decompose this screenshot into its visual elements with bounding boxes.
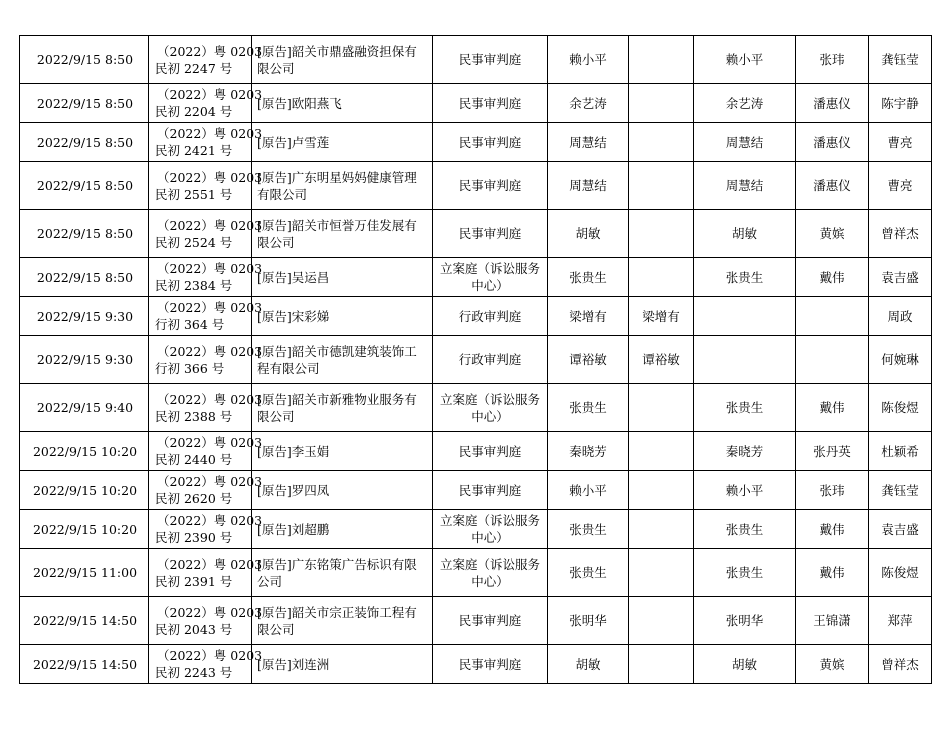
party-name: [原告]李玉娟: [252, 432, 433, 471]
clerk-name: 龚钰莹: [869, 36, 932, 84]
table-row: [20, 471, 932, 510]
table-row: [20, 84, 932, 123]
case-number-line2: 行初 364 号: [155, 317, 225, 332]
presiding-judge: 张贵生: [548, 384, 629, 432]
tribunal-name: 民事审判庭: [433, 597, 548, 645]
panel-member-c: 黄嫔: [796, 210, 869, 258]
panel-member-a: [629, 645, 694, 684]
table-row: [20, 432, 932, 471]
case-number-line1: （2022）粤 0203: [157, 435, 263, 450]
case-number-line1: （2022）粤 0203: [157, 126, 263, 141]
panel-member-b: 赖小平: [694, 471, 796, 510]
party-name: [原告]韶关市新雅物业服务有限公司: [252, 384, 433, 432]
case-number-line2: 民初 2384 号: [155, 278, 233, 293]
hearing-datetime: 2022/9/15 14:50: [20, 645, 149, 684]
table-row: [20, 510, 932, 549]
panel-member-c: [796, 336, 869, 384]
hearing-datetime: 2022/9/15 8:50: [20, 210, 149, 258]
party-name: [原告]宋彩娣: [252, 297, 433, 336]
presiding-judge: 张贵生: [548, 258, 629, 297]
case-number: [149, 597, 263, 645]
panel-member-b: 周慧结: [694, 123, 796, 162]
presiding-judge: 胡敏: [548, 645, 629, 684]
presiding-judge: 周慧结: [548, 123, 629, 162]
panel-member-b: 余艺涛: [694, 84, 796, 123]
hearing-datetime: 2022/9/15 9:30: [20, 297, 149, 336]
clerk-name: 袁吉盛: [869, 510, 932, 549]
panel-member-b: 秦晓芳: [694, 432, 796, 471]
case-number: [149, 471, 263, 510]
panel-member-b: 赖小平: [694, 36, 796, 84]
case-number-line2: 民初 2204 号: [155, 104, 233, 119]
case-number: [149, 258, 263, 297]
panel-member-c: 戴伟: [796, 384, 869, 432]
panel-member-a: [629, 597, 694, 645]
table-row: [20, 549, 932, 597]
tribunal-name: 立案庭（诉讼服务中心）: [433, 384, 548, 432]
tribunal-name: 立案庭（诉讼服务中心）: [433, 549, 548, 597]
table-row: [20, 597, 932, 645]
case-number-line2: 民初 2524 号: [155, 234, 233, 250]
case-number-line2: 民初 2620 号: [155, 491, 233, 506]
case-number-line1: （2022）粤 0203: [157, 391, 263, 407]
panel-member-c: 潘惠仪: [796, 162, 869, 210]
tribunal-name: 民事审判庭: [433, 645, 548, 684]
hearing-datetime: 2022/9/15 9:30: [20, 336, 149, 384]
case-number: [149, 549, 263, 597]
panel-member-c: 潘惠仪: [796, 84, 869, 123]
table-row: [20, 336, 932, 384]
case-number-line1: （2022）粤 0203: [157, 474, 263, 489]
panel-member-b: [694, 297, 796, 336]
case-number: [149, 297, 263, 336]
panel-member-c: 戴伟: [796, 258, 869, 297]
party-name: [原告]韶关市德凯建筑装饰工程有限公司: [252, 336, 433, 384]
panel-member-b: [694, 336, 796, 384]
table-row: [20, 384, 932, 432]
clerk-name: 陈俊煜: [869, 384, 932, 432]
panel-member-b: 胡敏: [694, 210, 796, 258]
tribunal-name: 民事审判庭: [433, 84, 548, 123]
panel-member-b: 周慧结: [694, 162, 796, 210]
hearing-datetime: 2022/9/15 10:20: [20, 471, 149, 510]
case-number-line2: 民初 2440 号: [155, 452, 233, 467]
case-number-line1: （2022）粤 0203: [157, 169, 263, 185]
hearing-datetime: 2022/9/15 10:20: [20, 432, 149, 471]
hearing-datetime: 2022/9/15 8:50: [20, 36, 149, 84]
case-number: [149, 432, 263, 471]
tribunal-name: 民事审判庭: [433, 123, 548, 162]
panel-member-a: [629, 162, 694, 210]
panel-member-a: [629, 258, 694, 297]
tribunal-name: 民事审判庭: [433, 471, 548, 510]
panel-member-c: 戴伟: [796, 510, 869, 549]
tribunal-name: 民事审判庭: [433, 210, 548, 258]
party-name: [原告]韶关市宗正装饰工程有限公司: [252, 597, 433, 645]
panel-member-b: 张贵生: [694, 258, 796, 297]
clerk-name: 曹亮: [869, 162, 932, 210]
panel-member-a: 梁增有: [629, 297, 694, 336]
panel-member-a: [629, 84, 694, 123]
party-name: [原告]韶关市鼎盛融资担保有限公司: [252, 36, 433, 84]
hearing-schedule-table: [19, 35, 932, 684]
panel-member-c: 戴伟: [796, 549, 869, 597]
panel-member-b: 胡敏: [694, 645, 796, 684]
case-number: [149, 84, 263, 123]
panel-member-a: [629, 510, 694, 549]
presiding-judge: 周慧结: [548, 162, 629, 210]
table-row: [20, 258, 932, 297]
clerk-name: 曹亮: [869, 123, 932, 162]
case-number-line2: 民初 2421 号: [155, 143, 233, 158]
clerk-name: 曾祥杰: [869, 645, 932, 684]
case-number-line1: （2022）粤 0203: [157, 87, 263, 102]
case-number-line2: 民初 2388 号: [155, 408, 233, 424]
party-name: [原告]刘连洲: [252, 645, 433, 684]
case-number-line1: （2022）粤 0203: [157, 261, 263, 276]
clerk-name: 袁吉盛: [869, 258, 932, 297]
case-number: [149, 384, 263, 432]
case-number-line2: 民初 2551 号: [155, 186, 233, 202]
tribunal-name: 立案庭（诉讼服务中心）: [433, 258, 548, 297]
presiding-judge: 赖小平: [548, 471, 629, 510]
panel-member-c: 王锦潇: [796, 597, 869, 645]
party-name: [原告]韶关市恒誉万佳发展有限公司: [252, 210, 433, 258]
panel-member-b: 张贵生: [694, 510, 796, 549]
panel-member-a: [629, 36, 694, 84]
table-row: [20, 162, 932, 210]
presiding-judge: 余艺涛: [548, 84, 629, 123]
case-number-line1: （2022）粤 0203: [157, 556, 263, 572]
case-number-line1: （2022）粤 0203: [157, 43, 263, 59]
case-number-line2: 民初 2247 号: [155, 60, 233, 76]
hearing-datetime: 2022/9/15 8:50: [20, 258, 149, 297]
panel-member-c: 黄嫔: [796, 645, 869, 684]
case-number-line2: 民初 2390 号: [155, 530, 233, 545]
tribunal-name: 行政审判庭: [433, 336, 548, 384]
case-number-line2: 民初 2243 号: [155, 665, 233, 680]
panel-member-b: 张贵生: [694, 549, 796, 597]
party-name: [原告]广东明星妈妈健康管理有限公司: [252, 162, 433, 210]
hearing-datetime: 2022/9/15 8:50: [20, 162, 149, 210]
case-number-line1: （2022）粤 0203: [157, 604, 263, 620]
case-number-line1: （2022）粤 0203: [157, 648, 263, 663]
panel-member-b: 张明华: [694, 597, 796, 645]
panel-member-a: [629, 549, 694, 597]
tribunal-name: 民事审判庭: [433, 36, 548, 84]
party-name: [原告]卢雪莲: [252, 123, 433, 162]
hearing-datetime: 2022/9/15 10:20: [20, 510, 149, 549]
panel-member-c: 张玮: [796, 36, 869, 84]
party-name: [原告]广东铭策广告标识有限公司: [252, 549, 433, 597]
table-row: [20, 36, 932, 84]
clerk-name: 陈宇静: [869, 84, 932, 123]
panel-member-c: [796, 297, 869, 336]
table-row: [20, 210, 932, 258]
panel-member-c: 张丹英: [796, 432, 869, 471]
presiding-judge: 赖小平: [548, 36, 629, 84]
case-number: [149, 36, 263, 84]
panel-member-b: 张贵生: [694, 384, 796, 432]
hearing-datetime: 2022/9/15 8:50: [20, 123, 149, 162]
case-number: [149, 123, 263, 162]
clerk-name: 周政: [869, 297, 932, 336]
clerk-name: 杜颖希: [869, 432, 932, 471]
clerk-name: 郑萍: [869, 597, 932, 645]
panel-member-a: 谭裕敏: [629, 336, 694, 384]
presiding-judge: 张明华: [548, 597, 629, 645]
table-row: [20, 645, 932, 684]
tribunal-name: 行政审判庭: [433, 297, 548, 336]
hearing-datetime: 2022/9/15 14:50: [20, 597, 149, 645]
panel-member-a: [629, 123, 694, 162]
panel-member-a: [629, 471, 694, 510]
panel-member-a: [629, 384, 694, 432]
table-row: [20, 123, 932, 162]
case-number: [149, 336, 263, 384]
party-name: [原告]欧阳燕飞: [252, 84, 433, 123]
clerk-name: 龚钰莹: [869, 471, 932, 510]
case-number-line2: 民初 2043 号: [155, 621, 233, 637]
case-number-line1: （2022）粤 0203: [157, 343, 263, 359]
case-number-line2: 行初 366 号: [155, 360, 225, 376]
clerk-name: 曾祥杰: [869, 210, 932, 258]
presiding-judge: 张贵生: [548, 510, 629, 549]
table-body: [20, 36, 932, 684]
hearing-datetime: 2022/9/15 9:40: [20, 384, 149, 432]
panel-member-a: [629, 210, 694, 258]
presiding-judge: 梁增有: [548, 297, 629, 336]
case-number: [149, 210, 263, 258]
presiding-judge: 胡敏: [548, 210, 629, 258]
presiding-judge: 张贵生: [548, 549, 629, 597]
case-number: [149, 162, 263, 210]
hearing-datetime: 2022/9/15 8:50: [20, 84, 149, 123]
tribunal-name: 民事审判庭: [433, 162, 548, 210]
clerk-name: 陈俊煜: [869, 549, 932, 597]
case-number-line1: （2022）粤 0203: [157, 217, 263, 233]
panel-member-c: 张玮: [796, 471, 869, 510]
party-name: [原告]刘超鹏: [252, 510, 433, 549]
table-row: [20, 297, 932, 336]
tribunal-name: 立案庭（诉讼服务中心）: [433, 510, 548, 549]
hearing-datetime: 2022/9/15 11:00: [20, 549, 149, 597]
party-name: [原告]罗四凤: [252, 471, 433, 510]
presiding-judge: 谭裕敏: [548, 336, 629, 384]
party-name: [原告]吴运昌: [252, 258, 433, 297]
presiding-judge: 秦晓芳: [548, 432, 629, 471]
case-number-line2: 民初 2391 号: [155, 573, 233, 589]
panel-member-c: 潘惠仪: [796, 123, 869, 162]
case-number-line1: （2022）粤 0203: [157, 513, 263, 528]
clerk-name: 何婉琳: [869, 336, 932, 384]
case-number-line1: （2022）粤 0203: [157, 300, 263, 315]
case-number: [149, 510, 263, 549]
case-number: [149, 645, 263, 684]
panel-member-a: [629, 432, 694, 471]
tribunal-name: 民事审判庭: [433, 432, 548, 471]
